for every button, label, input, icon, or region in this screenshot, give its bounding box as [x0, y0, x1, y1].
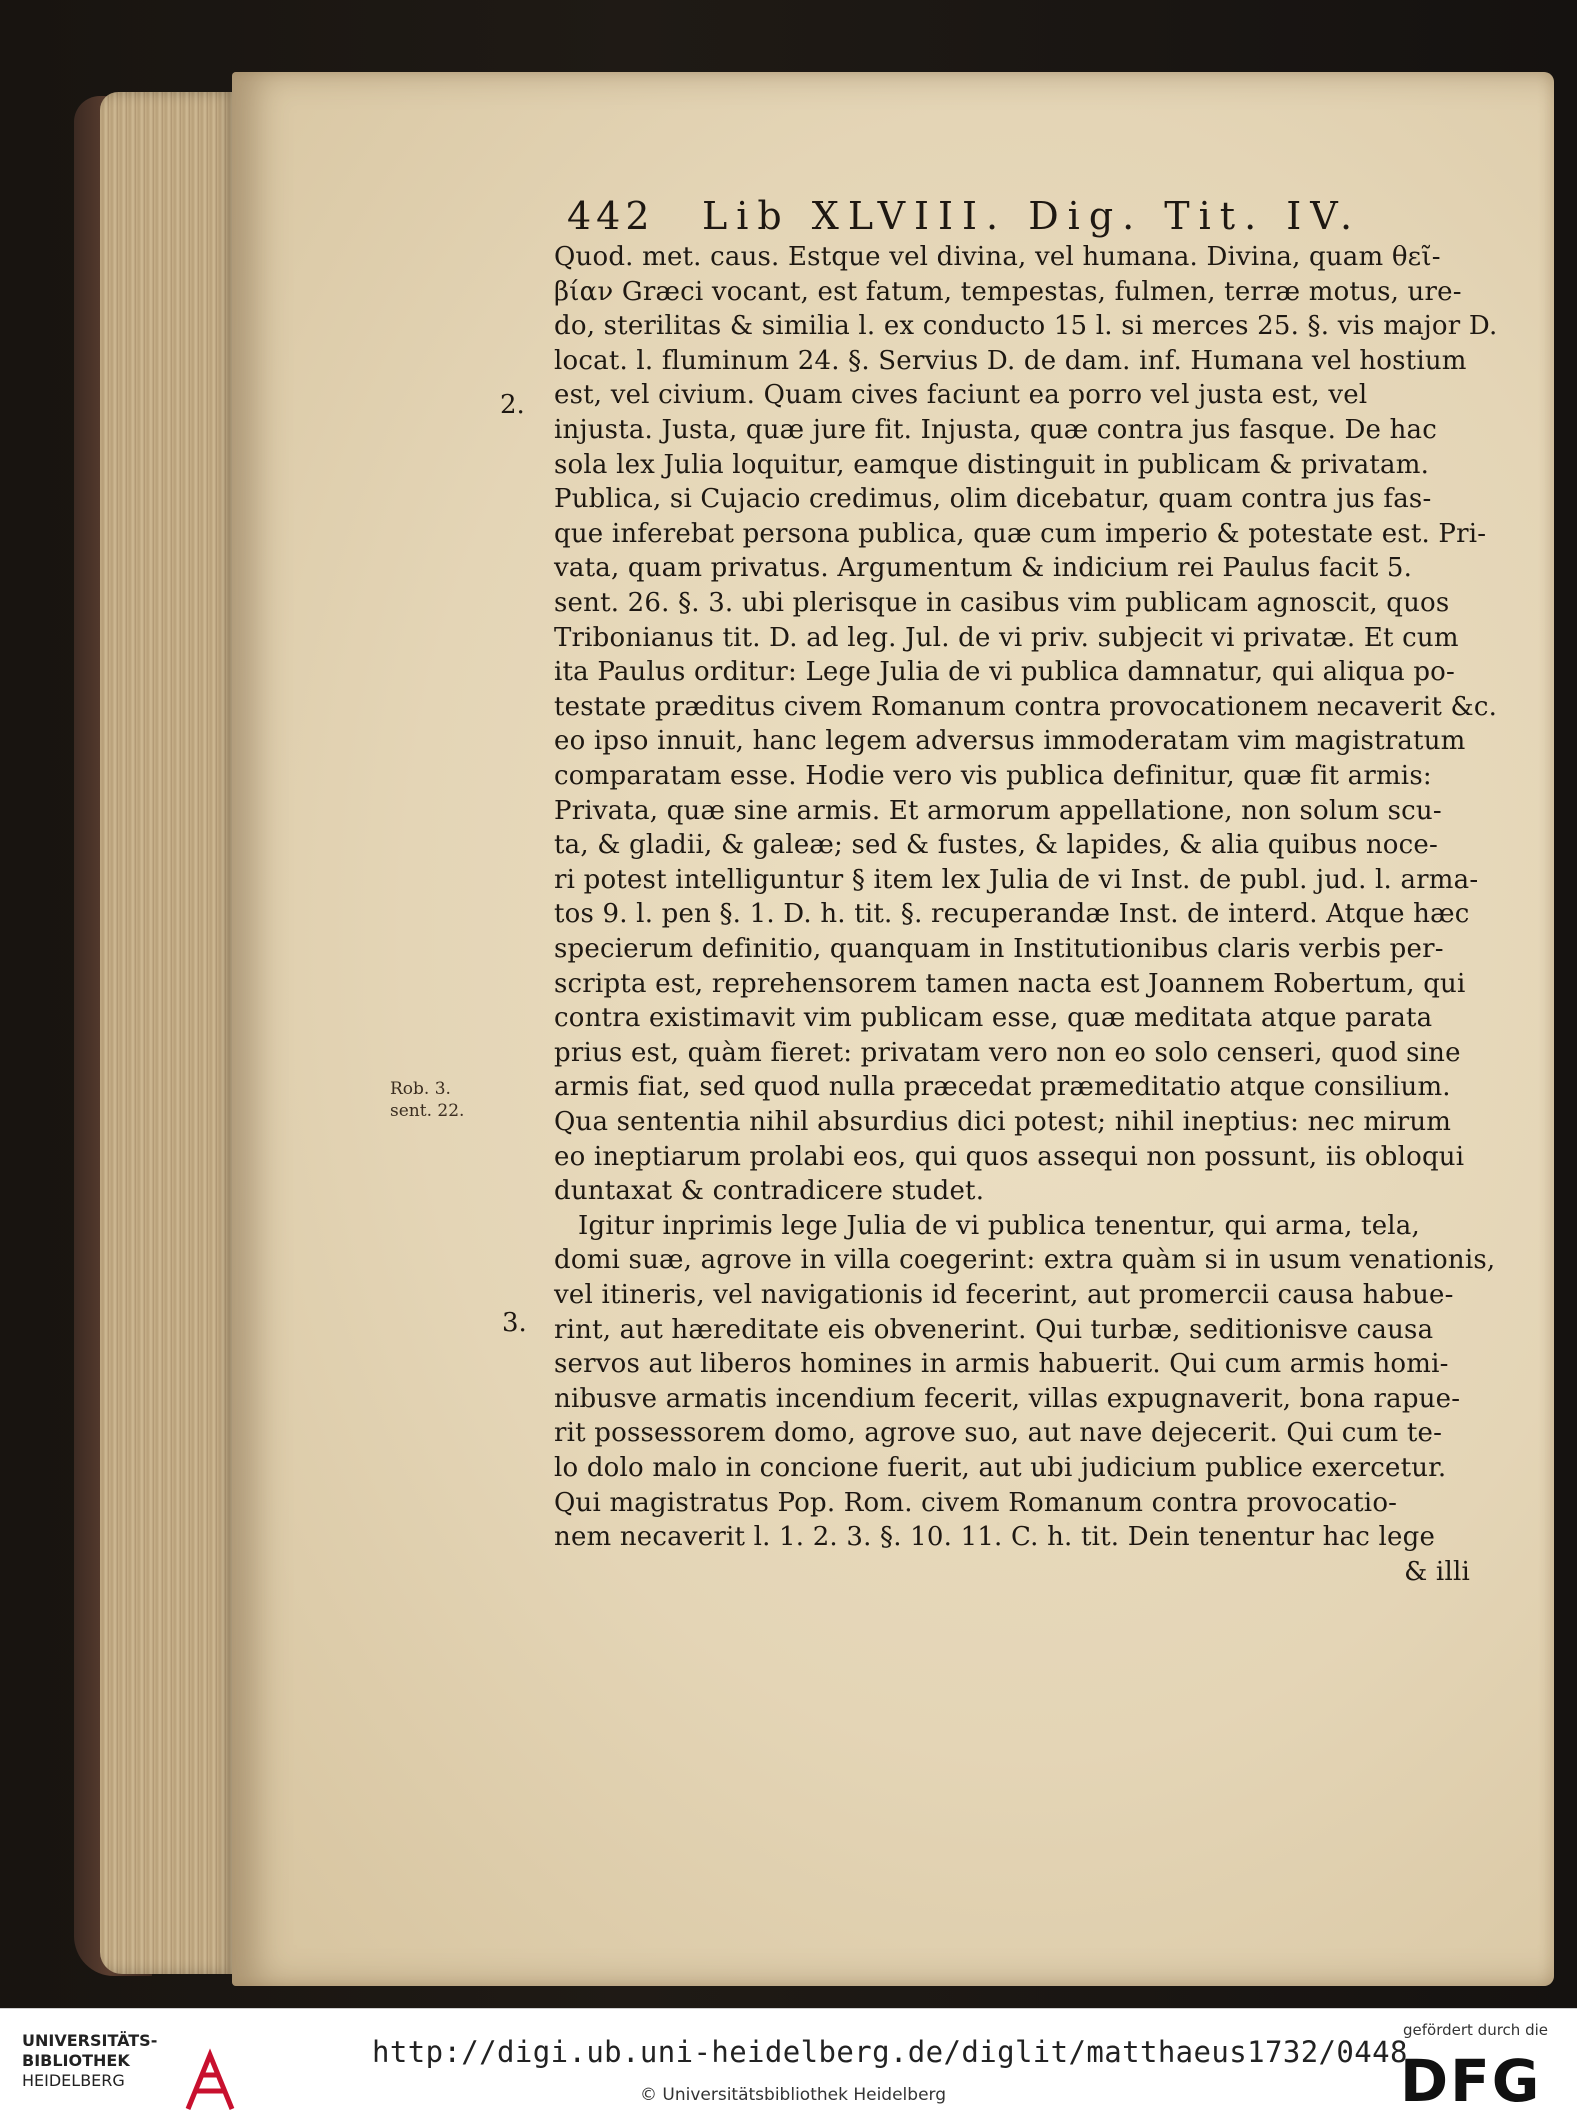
- text-line: rit possessorem domo, agrove suo, aut nave dejecerit. Qui cum te-: [554, 1418, 1443, 1449]
- text-line: Igitur inprimis lege Julia de vi publica tenentur, qui arma, tela,: [578, 1210, 1420, 1241]
- seal-icon: [180, 2047, 240, 2117]
- text-line: vel itineris, vel navigationis id fecerint, aut promercii causa habue-: [554, 1280, 1454, 1310]
- text-line: do, sterilitas & similia l. ex conducto 15 l. si merces 25. §. vis major D.: [554, 311, 1498, 342]
- page-number: 442: [567, 194, 655, 238]
- page-edges: [100, 92, 236, 1974]
- logo-text: HEIDELBERG: [22, 2071, 125, 2090]
- text-line: rint, aut hæreditate eis obvenerint. Qui turbæ, seditionisve causa: [554, 1314, 1434, 1345]
- text-line: sola lex Julia loquitur, eamque distinguit in publicam & privatam.: [554, 449, 1430, 480]
- text-line: eo ineptiarum prolabi eos, qui quos assequi non possunt, iis obloqui: [554, 1141, 1465, 1172]
- text-line: Privata, quæ sine armis. Et armorum appellatione, non solum scu-: [554, 795, 1442, 826]
- book-page: [232, 72, 1554, 1986]
- logo-text: BIBLIOTHEK: [22, 2051, 130, 2070]
- university-library-logo[interactable]: [22, 2031, 222, 2109]
- permalink-url[interactable]: http://digi.ub.uni-heidelberg.de/diglit/matthaeus1732/0448: [372, 2035, 1408, 2069]
- text-line: contra existimavit vim publicam esse, quæ meditata atque parata: [554, 1003, 1433, 1034]
- text-line: βίαν Græci vocant, est fatum, tempestas, fulmen, terræ motus, ure-: [554, 276, 1462, 307]
- text-line: ita Paulus orditur: Lege Julia de vi publica damnatur, qui aliqua po-: [554, 657, 1455, 688]
- page-text: [232, 72, 1554, 1986]
- section-number: 2.: [500, 390, 525, 420]
- text-line: locat. l. fluminum 24. §. Servius D. de dam. inf. Humana vel hostium: [554, 345, 1467, 376]
- text-line: sent. 26. §. 3. ubi plerisque in casibus vim publicam agnoscit, quos: [554, 588, 1450, 618]
- running-title: Lib XLVIII. Dig. Tit. IV.: [702, 194, 1362, 238]
- text-line: duntaxat & contradicere studet.: [554, 1176, 985, 1207]
- text-line: lo dolo malo in concione fuerit, aut ubi judicium publice exercetur.: [554, 1453, 1447, 1483]
- text-line: eo ipso innuit, hanc legem adversus immoderatam vim magistratum: [554, 726, 1466, 757]
- text-line: injusta. Justa, quæ jure fit. Injusta, quæ contra jus fasque. De hac: [554, 415, 1438, 445]
- body-text: [232, 72, 1554, 1986]
- text-line: vata, quam privatus. Argumentum & indicium rei Paulus facit 5.: [554, 553, 1413, 584]
- funding-note: gefördert durch die: [1403, 2021, 1548, 2039]
- logo-text: UNIVERSITÄTS-: [22, 2031, 158, 2050]
- dfg-logo[interactable]: DFG: [1400, 2047, 1542, 2115]
- text-line: & illi: [1404, 1556, 1470, 1587]
- margin-note-line: sent. 22.: [390, 1101, 465, 1121]
- text-line: comparatam esse. Hodie vero vis publica definitur, quæ fit armis:: [554, 761, 1432, 791]
- text-line: Publica, si Cujacio credimus, olim dicebatur, quam contra jus fas-: [554, 484, 1432, 515]
- text-line: scripta est, reprehensorem tamen nacta est Joannem Robertum, qui: [554, 968, 1466, 999]
- text-line: nibusve armatis incendium fecerit, villas expugnaverit, bona rapue-: [554, 1383, 1461, 1414]
- text-line: testate præditus civem Romanum contra provocationem necaverit &c.: [554, 691, 1498, 722]
- text-line: Tribonianus tit. D. ad leg. Jul. de vi priv. subjecit vi privatæ. Et cum: [554, 622, 1459, 653]
- text-line: armis fiat, sed quod nulla præcedat præmeditatio atque consilium.: [554, 1072, 1451, 1103]
- text-line: ri potest intelliguntur § item lex Julia de vi Inst. de publ. jud. l. arma-: [554, 864, 1479, 895]
- text-line: Qua sententia nihil absurdius dici potest; nihil ineptius: nec mirum: [554, 1107, 1452, 1137]
- text-line: nem necaverit l. 1. 2. 3. §. 10. 11. C. h. tit. Dein tenentur hac lege: [554, 1522, 1436, 1553]
- text-line: prius est, quàm fieret: privatam vero non eo solo censeri, quod sine: [554, 1037, 1461, 1068]
- text-line: Quod. met. caus. Estque vel divina, vel humana. Divina, quam θεῖ-: [554, 242, 1441, 272]
- text-line: Qui magistratus Pop. Rom. civem Romanum contra provocatio-: [554, 1487, 1398, 1518]
- viewer-footer: [0, 2008, 1577, 2123]
- section-number: 3.: [502, 1308, 527, 1338]
- text-line: domi suæ, agrove in villa coegerint: extra quàm si in usum venationis,: [554, 1245, 1496, 1276]
- copyright-notice: © Universitätsbibliothek Heidelberg: [640, 2085, 947, 2105]
- text-line: servos aut liberos homines in armis habuerit. Qui cum armis homi-: [554, 1349, 1449, 1380]
- text-line: specierum definitio, quanquam in Institutionibus claris verbis per-: [554, 934, 1444, 964]
- margin-note-line: Rob. 3.: [390, 1079, 451, 1099]
- text-line: ta, & gladii, & galeæ; sed & fustes, & lapides, & alia quibus noce-: [554, 830, 1438, 861]
- text-line: tos 9. l. pen §. 1. D. h. tit. §. recuperandæ Inst. de interd. Atque hæc: [554, 899, 1470, 930]
- text-line: que inferebat persona publica, quæ cum imperio & potestate est. Pri-: [554, 518, 1487, 549]
- text-line: est, vel civium. Quam cives faciunt ea porro vel justa est, vel: [554, 380, 1368, 411]
